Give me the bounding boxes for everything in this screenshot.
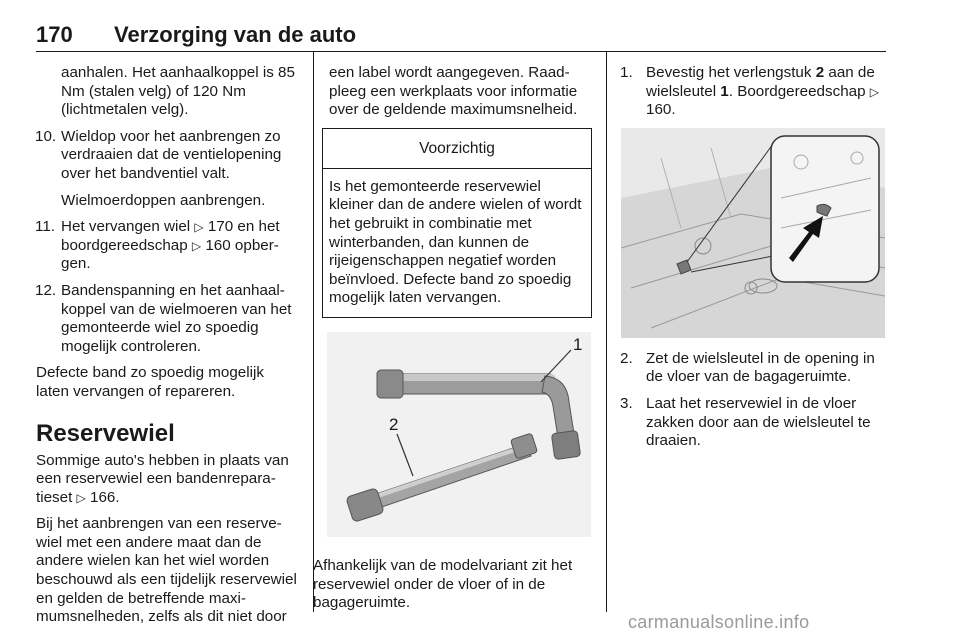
- column-divider-2: [606, 52, 607, 612]
- page-ref-icon: ▷: [194, 220, 204, 235]
- page-number: 170: [36, 22, 73, 47]
- page-title: Verzorging van de auto: [114, 22, 357, 47]
- page-header: [36, 22, 886, 52]
- list-item-11: 11. Het vervangen wiel ▷ 170 en het boordgereedschap ▷ 160 opbergen.: [35, 218, 280, 273]
- step-1: 1. Bevestig het verlengstuk 2 aan de wielsleutel 1. Boordgereedschap ▷ 160.: [620, 64, 879, 119]
- page-ref-icon: ▷: [76, 490, 86, 505]
- paragraph: Bij het aanbrengen van een reservewiel met een andere maat dan de andere wielen kan het wiel worden beschouwd als een tijdelijk reservewiel en gelden de betreffende maximumsnelheden, zelfs als dit niet door: [36, 515, 297, 626]
- page-ref-link[interactable]: 160.: [646, 101, 676, 119]
- cargo-floor-figure: [621, 128, 885, 338]
- list-item-12: 12. Bandenspanning en het aanhaalkoppel van de wielmoeren van het gemonteerde wiel zo spoedig mogelijk controleren.: [35, 281, 292, 355]
- caution-text: Is het gemonteerde reservewiel kleiner dan de andere wielen of wordt het gebruikt in combinatie met winterbanden, dan kunnen de rijeigenschappen negatief worden beïnvloed. Defecte band zo spoedig mogelijk laten vervangen.: [329, 177, 582, 307]
- continued-text: aanhalen. Het aanhaalkoppel is 85 Nm (stalen velg) of 120 Nm (lichtmetalen velg).: [61, 64, 295, 119]
- cargo-floor-illustration: [621, 128, 885, 338]
- page-ref-link[interactable]: 166.: [90, 488, 120, 506]
- step-3: 3. Laat het reservewiel in de vloer zakken door aan de wielsleutel te draaien.: [620, 394, 871, 450]
- caution-box: [322, 128, 592, 318]
- column-2: [313, 64, 591, 613]
- header-rule: [36, 51, 886, 52]
- continued-text: een label wordt aangegeven. Raadpleeg een werkplaats voor informatie over de geldende maximumsnelheid.: [329, 64, 578, 119]
- list-item-10: 10. Wieldop voor het aanbrengen zo verdraaien dat de ventielopening over het bandventiel valt.: [35, 127, 282, 182]
- paragraph: Sommige auto's hebben in plaats van een reservewiel een bandenreparatieset ▷ 166.: [36, 451, 289, 506]
- caution-title: Voorzichtig: [323, 129, 591, 169]
- section-title: Reservewiel: [36, 419, 175, 447]
- wheel-wrench-figure: [327, 332, 591, 537]
- wheel-wrench-illustration: [327, 332, 591, 537]
- figure-label-1: 1: [573, 334, 583, 354]
- page-ref-icon: ▷: [191, 238, 202, 253]
- page-ref-link[interactable]: 170: [207, 218, 234, 236]
- watermark: carmanualsonline.info: [628, 612, 810, 632]
- column-3: [621, 64, 886, 459]
- page-ref-link[interactable]: 160: [205, 236, 231, 254]
- paragraph: Afhankelijk van de modelvariant zit het reservewiel onder de vloer of in de bagageruimte.: [313, 556, 573, 612]
- column-1: [36, 64, 299, 635]
- paragraph: Defecte band zo spoedig mogelijk laten vervangen of repareren.: [36, 364, 264, 400]
- list-item-10-note: Wielmoerdoppen aanbrengen.: [61, 191, 266, 209]
- page-ref-icon: ▷: [869, 84, 879, 99]
- figure-label-2: 2: [389, 414, 399, 434]
- step-2: 2. Zet de wielsleutel in de opening in de vloer van de bagageruimte.: [620, 349, 875, 386]
